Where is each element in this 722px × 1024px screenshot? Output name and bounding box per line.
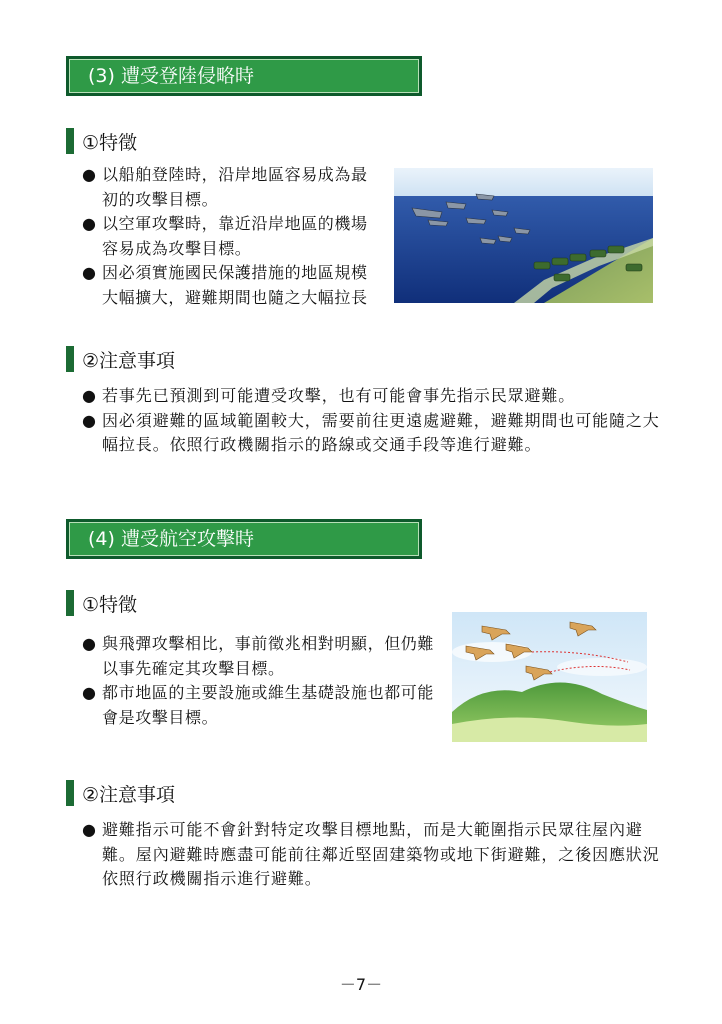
subhead-label: ①特徵 xyxy=(82,593,138,616)
air-attack-illustration xyxy=(452,612,647,742)
section-3-notes-list xyxy=(82,384,662,458)
subhead-label: ②注意事項 xyxy=(82,349,176,372)
section-4-notes-heading xyxy=(66,780,175,806)
bullet-icon: ● xyxy=(82,165,97,184)
list-item: ● 以空軍攻擊時，靠近沿岸地區的機場容易成為攻擊目標。 xyxy=(82,214,368,258)
bullet-icon: ● xyxy=(82,634,97,653)
list-item: ● 都市地區的主要設施或維生基礎設施也都可能會是攻擊目標。 xyxy=(82,683,435,727)
list-item: ● 因必須實施國民保護措施的地區規模大幅擴大，避難期間也隨之大幅拉長 xyxy=(82,263,368,307)
subhead-label: ②注意事項 xyxy=(82,783,176,806)
list-item: ● 以船舶登陸時，沿岸地區容易成為最初的攻擊目標。 xyxy=(82,165,368,209)
section-4-title: (4) 遭受航空攻擊時 xyxy=(69,522,419,556)
section-4-features-list xyxy=(82,632,442,730)
section-4-banner xyxy=(66,519,422,559)
section-4-notes-list xyxy=(82,818,662,892)
section-4-features-heading xyxy=(66,590,137,616)
list-item: ● 與飛彈攻擊相比，事前徵兆相對明顯，但仍難以事先確定其攻擊目標。 xyxy=(82,634,435,678)
bullet-icon: ● xyxy=(82,820,97,839)
bullet-icon: ● xyxy=(82,410,97,430)
subhead-marker xyxy=(66,346,74,372)
page-number: －7－ xyxy=(339,975,383,994)
subhead-marker xyxy=(66,128,74,154)
list-item: ● 因必須避難的區域範圍較大，需要前往更遠處避難，避難期間也可能隨之大幅拉長。依照行政機關指示的路線或交通手段等進行避難。 xyxy=(82,410,660,454)
bullet-icon: ● xyxy=(82,386,97,405)
section-3-title: (3) 遭受登陸侵略時 xyxy=(69,59,419,93)
section-3-features-list xyxy=(82,163,384,310)
landing-invasion-illustration xyxy=(394,168,653,303)
section-3-banner xyxy=(66,56,422,96)
subhead-label: ①特徵 xyxy=(82,131,138,154)
subhead-marker xyxy=(66,590,74,616)
section-3-notes-heading xyxy=(66,346,175,372)
list-item: ● 避難指示可能不會針對特定攻擊目標地點，而是大範圍指示民眾往屋內避難。屋內避難時應盡可能前往鄰近堅固建築物或地下街避難，之後因應狀況依照行政機關指示進行避難。 xyxy=(82,820,660,888)
bullet-icon: ● xyxy=(82,214,97,233)
bullet-icon: ● xyxy=(82,683,97,702)
section-3-features-heading xyxy=(66,128,137,154)
bullet-icon: ● xyxy=(82,263,97,282)
list-item: ● 若事先已預測到可能遭受攻擊，也有可能會事先指示民眾避難。 xyxy=(82,384,662,409)
subhead-marker xyxy=(66,780,74,806)
